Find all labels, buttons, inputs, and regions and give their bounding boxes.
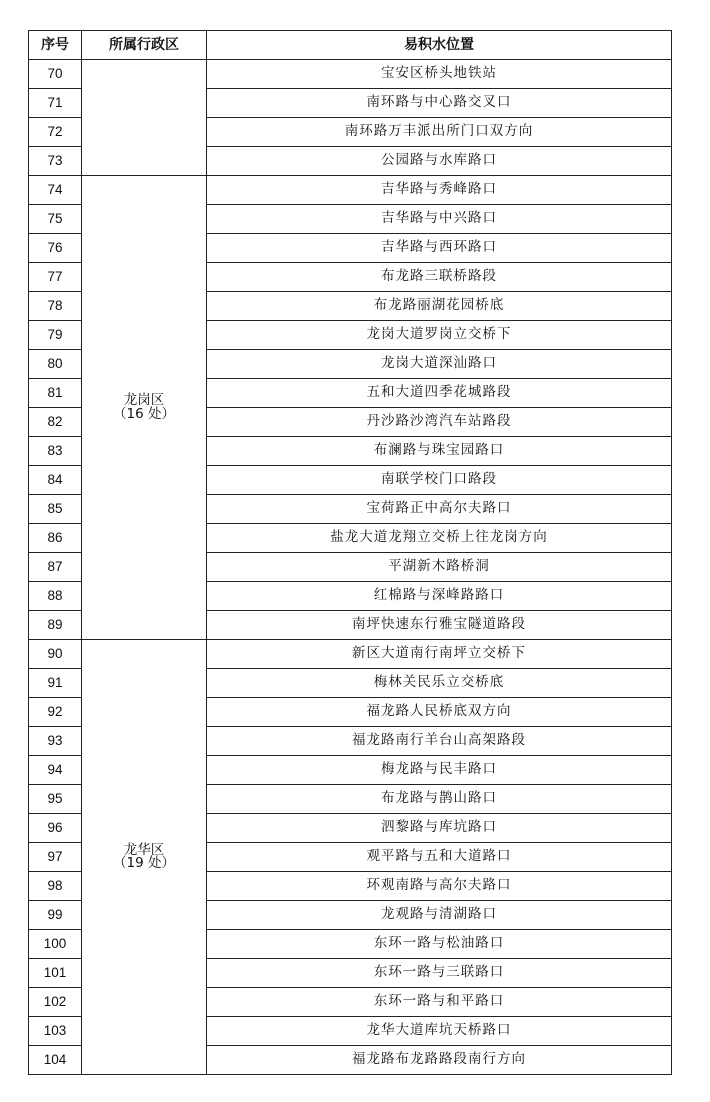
row-number: 70 (29, 60, 82, 89)
row-number: 88 (29, 582, 82, 611)
location-header: 易积水位置 (207, 31, 672, 60)
row-number: 71 (29, 89, 82, 118)
location-cell: 丹沙路沙湾汽车站路段 (207, 408, 672, 437)
table-header (29, 31, 672, 60)
location-cell: 宝安区桥头地铁站 (207, 60, 672, 89)
row-number: 73 (29, 147, 82, 176)
row-number: 86 (29, 524, 82, 553)
district-header: 所属行政区 (82, 31, 207, 60)
row-number: 89 (29, 611, 82, 640)
row-number: 97 (29, 843, 82, 872)
row-number: 91 (29, 669, 82, 698)
location-cell: 南环路与中心路交叉口 (207, 89, 672, 118)
location-cell: 宝荷路正中高尔夫路口 (207, 495, 672, 524)
row-number: 81 (29, 379, 82, 408)
location-cell: 布澜路与珠宝园路口 (207, 437, 672, 466)
row-number: 85 (29, 495, 82, 524)
location-cell: 五和大道四季花城路段 (207, 379, 672, 408)
location-cell: 平湖新木路桥洞 (207, 553, 672, 582)
location-cell: 布龙路丽湖花园桥底 (207, 292, 672, 321)
location-cell: 盐龙大道龙翔立交桥上往龙岗方向 (207, 524, 672, 553)
row-number: 99 (29, 901, 82, 930)
location-cell: 观平路与五和大道路口 (207, 843, 672, 872)
table-row (29, 60, 672, 89)
row-number: 83 (29, 437, 82, 466)
location-cell: 龙华大道库坑天桥路口 (207, 1017, 672, 1046)
location-cell: 龙岗大道深汕路口 (207, 350, 672, 379)
table-body (29, 60, 672, 1075)
row-number: 92 (29, 698, 82, 727)
location-cell: 梅林关民乐立交桥底 (207, 669, 672, 698)
location-cell: 吉华路与中兴路口 (207, 205, 672, 234)
seq-header: 序号 (29, 31, 82, 60)
row-number: 78 (29, 292, 82, 321)
waterlogging-table (28, 30, 672, 1075)
row-number: 80 (29, 350, 82, 379)
district-cell (82, 176, 207, 640)
location-cell: 梅龙路与民丰路口 (207, 756, 672, 785)
location-cell: 东环一路与三联路口 (207, 959, 672, 988)
district-cell (82, 640, 207, 1075)
location-cell: 布龙路三联桥路段 (207, 263, 672, 292)
row-number: 79 (29, 321, 82, 350)
row-number: 103 (29, 1017, 82, 1046)
row-number: 87 (29, 553, 82, 582)
location-cell: 福龙路南行羊台山高架路段 (207, 727, 672, 756)
location-cell: 东环一路与松油路口 (207, 930, 672, 959)
district-name: 龙华区 (123, 841, 165, 858)
location-cell: 吉华路与秀峰路口 (207, 176, 672, 205)
row-number: 95 (29, 785, 82, 814)
location-cell: 泗黎路与库坑路口 (207, 814, 672, 843)
row-number: 100 (29, 930, 82, 959)
location-cell: 布龙路与鹊山路口 (207, 785, 672, 814)
row-number: 76 (29, 234, 82, 263)
row-number: 74 (29, 176, 82, 205)
location-cell: 公园路与水库路口 (207, 147, 672, 176)
location-cell: 龙观路与清湖路口 (207, 901, 672, 930)
row-number: 98 (29, 872, 82, 901)
row-number: 102 (29, 988, 82, 1017)
location-cell: 东环一路与和平路口 (207, 988, 672, 1017)
table-row (29, 640, 672, 669)
row-number: 104 (29, 1046, 82, 1075)
location-cell: 龙岗大道罗岗立交桥下 (207, 321, 672, 350)
header-row (29, 31, 672, 60)
row-number: 82 (29, 408, 82, 437)
row-number: 72 (29, 118, 82, 147)
location-cell: 红棉路与深峰路路口 (207, 582, 672, 611)
location-cell: 新区大道南行南坪立交桥下 (207, 640, 672, 669)
row-number: 75 (29, 205, 82, 234)
location-cell: 南环路万丰派出所门口双方向 (207, 118, 672, 147)
district-count: （16 处） (113, 405, 175, 422)
location-cell: 福龙路人民桥底双方向 (207, 698, 672, 727)
location-cell: 南坪快速东行雅宝隧道路段 (207, 611, 672, 640)
row-number: 90 (29, 640, 82, 669)
district-cell (82, 60, 207, 176)
row-number: 94 (29, 756, 82, 785)
location-cell: 南联学校门口路段 (207, 466, 672, 495)
location-cell: 福龙路布龙路路段南行方向 (207, 1046, 672, 1075)
district-name: 龙岗区 (123, 392, 165, 408)
row-number: 93 (29, 727, 82, 756)
table-row (29, 176, 672, 205)
row-number: 77 (29, 263, 82, 292)
row-number: 84 (29, 466, 82, 495)
row-number: 96 (29, 814, 82, 843)
district-count: （19 处） (113, 855, 175, 871)
row-number: 101 (29, 959, 82, 988)
location-cell: 吉华路与西环路口 (207, 234, 672, 263)
location-cell: 环观南路与高尔夫路口 (207, 872, 672, 901)
